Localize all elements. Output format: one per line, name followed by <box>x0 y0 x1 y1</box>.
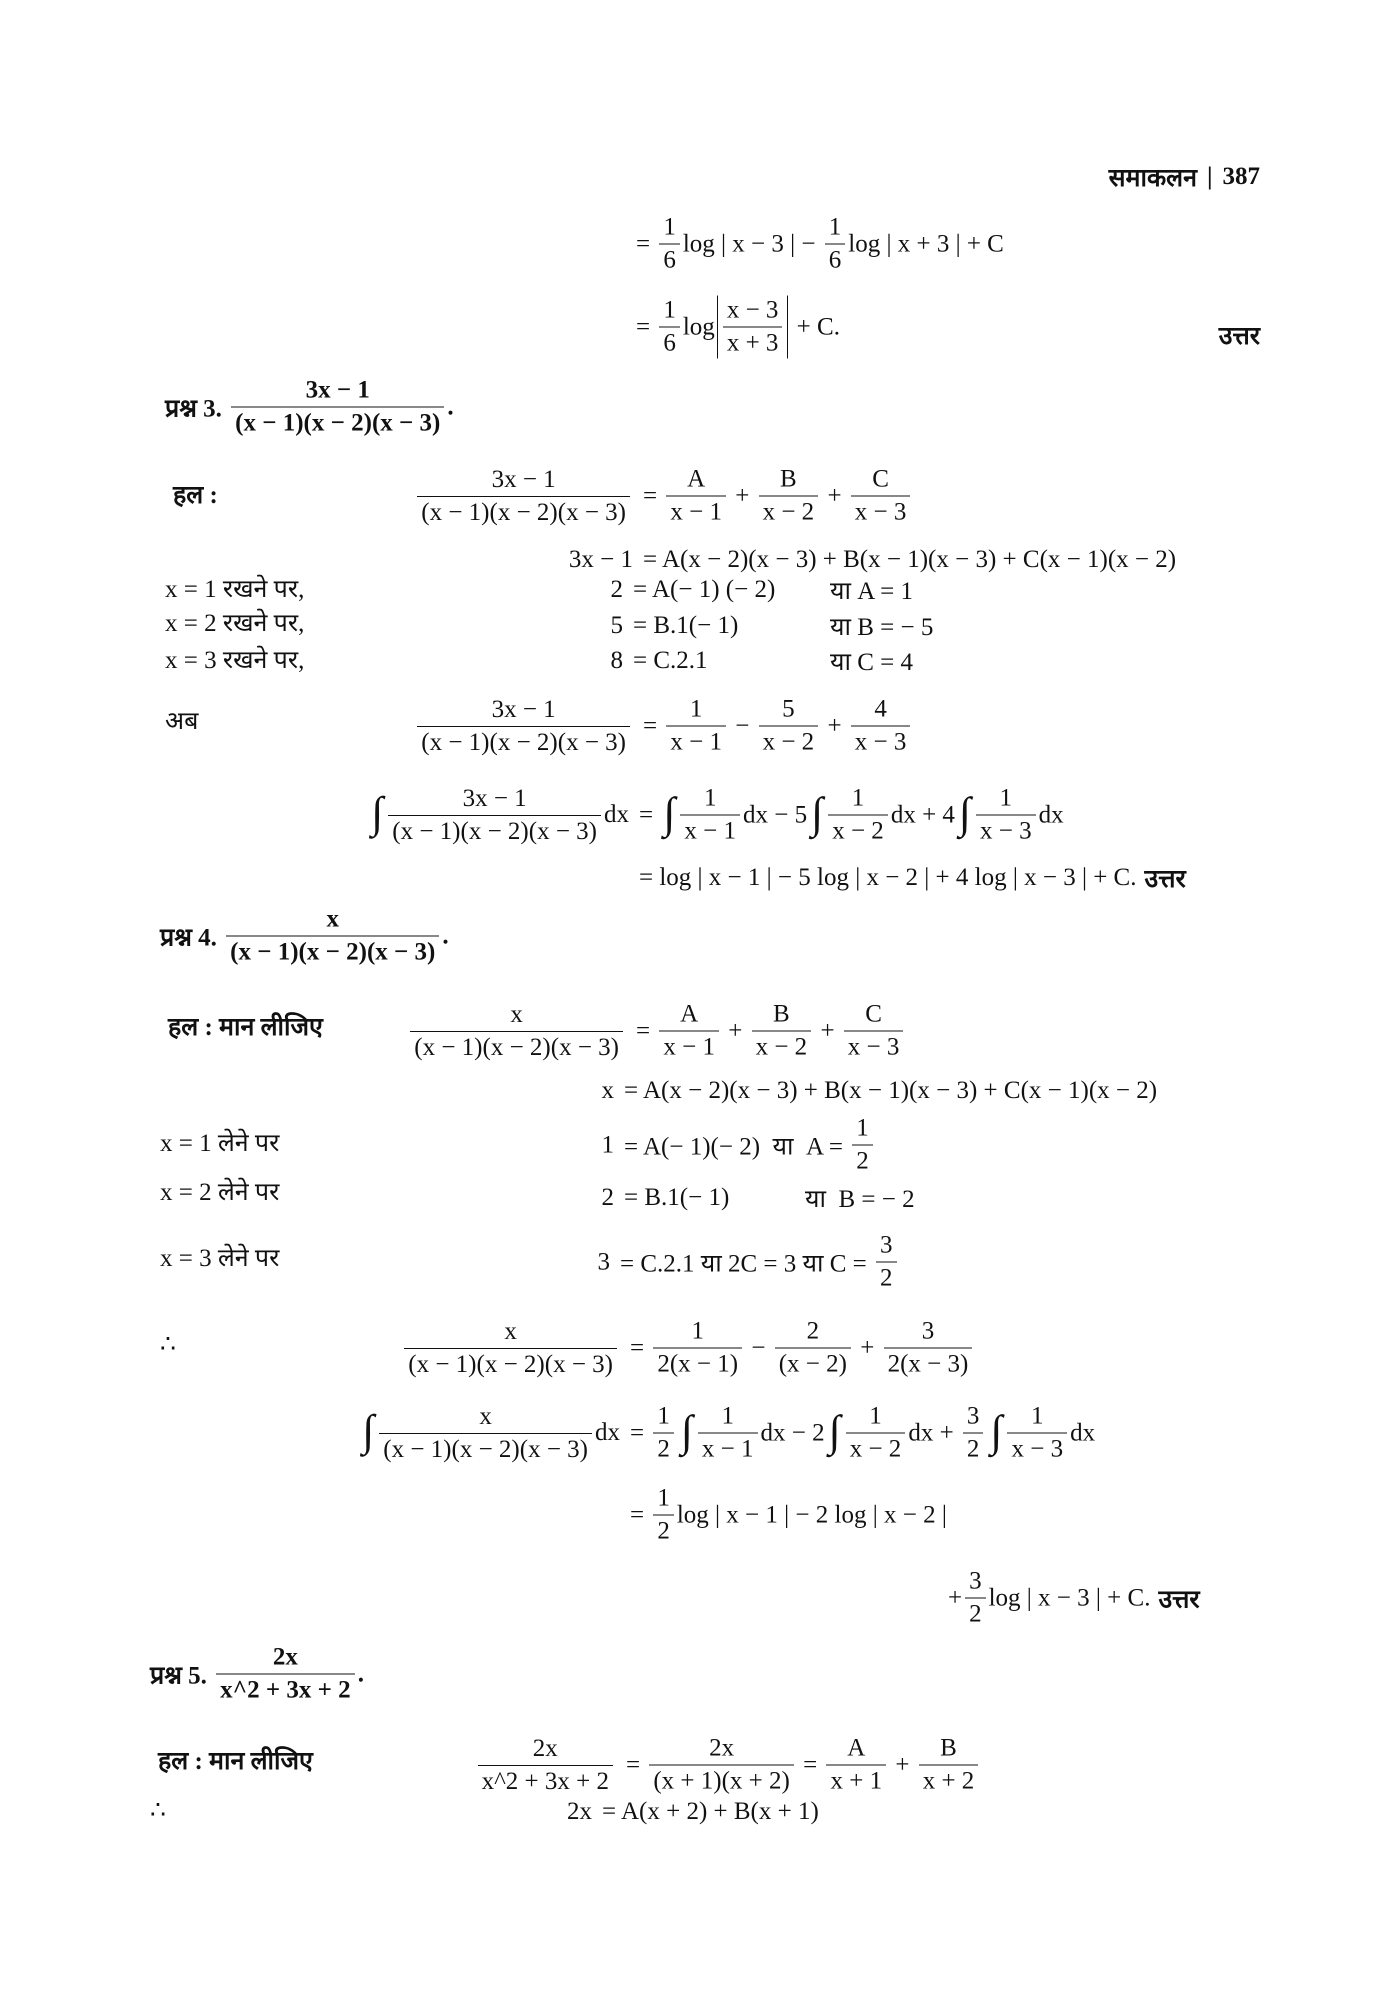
numerator: x <box>504 1317 517 1345</box>
math-text: 3 <box>597 1248 610 1275</box>
fraction <box>1007 1402 1067 1465</box>
math-text: dx − 2 <box>760 1419 825 1446</box>
integral-sign: ∫ <box>663 788 676 837</box>
fraction <box>680 784 740 847</box>
equation-lhs <box>602 1077 625 1105</box>
equation-line <box>421 695 913 758</box>
fraction <box>775 1317 851 1380</box>
math-text: प्रश्न 3. <box>165 395 229 422</box>
integral-sign: ∫ <box>362 1406 375 1455</box>
substitution-label <box>165 605 304 639</box>
numerator: 1 <box>828 213 842 241</box>
denominator: 2(x − 3) <box>884 1348 973 1380</box>
numerator: 1 <box>689 695 703 723</box>
fraction <box>852 1114 873 1177</box>
numerator: B <box>780 465 797 493</box>
numerator: 1 <box>851 784 865 812</box>
numerator: x <box>326 905 339 933</box>
integral-sign: ∫ <box>371 788 384 837</box>
result-text <box>830 609 933 643</box>
denominator: x − 2 <box>828 815 888 847</box>
question-5-heading <box>150 1643 364 1706</box>
substitution-label <box>165 642 304 676</box>
math-text: log | x − 3 | + C. <box>988 1584 1151 1611</box>
math-text: dx <box>595 1419 620 1446</box>
math-text: log | x + 3 | + C <box>848 230 1004 257</box>
result-text <box>830 573 913 607</box>
integral-sign: ∫ <box>680 1406 693 1455</box>
math-text: . <box>442 922 449 949</box>
denominator: 6 <box>659 327 680 359</box>
numerator: 2x <box>532 1734 558 1762</box>
math-text: x = 1 रखने पर, <box>165 576 305 603</box>
now-label <box>165 703 198 737</box>
equation-lhs <box>414 695 643 758</box>
integral-sign: ∫ <box>990 1406 1003 1455</box>
math-text: 8 <box>610 647 623 674</box>
fraction <box>963 1402 984 1465</box>
math-text: या B = − 2 <box>805 1186 915 1213</box>
fraction <box>666 695 726 758</box>
denominator: 2 <box>965 1598 986 1630</box>
therefore-symbol <box>160 1329 176 1359</box>
math-text: + <box>853 1334 881 1361</box>
math-text: + C. <box>790 313 840 340</box>
numerator: 3 <box>969 1567 982 1595</box>
denominator: 2 <box>653 1433 674 1465</box>
math-text: log | x − 3 | − <box>682 230 822 257</box>
fraction <box>965 1567 986 1630</box>
numerator: 2x <box>709 1734 735 1762</box>
denominator: (x − 1)(x − 2)(x − 3) <box>231 407 444 439</box>
numerator: x <box>479 1402 492 1430</box>
chapter-title: समाकलन <box>1108 165 1197 192</box>
numerator: C <box>865 1000 882 1028</box>
math-text: 2x <box>567 1798 592 1825</box>
numerator: 2x <box>272 1643 298 1671</box>
equation-lhs <box>602 1184 625 1212</box>
denominator: 2 <box>963 1433 984 1465</box>
math-text: x = 1 लेने पर <box>160 1130 280 1157</box>
denominator: (x − 1)(x − 2)(x − 3) <box>417 726 630 758</box>
page-header <box>1109 160 1260 194</box>
math-text: − <box>728 712 756 739</box>
equation-line <box>610 576 776 604</box>
denominator: 2 <box>876 1262 897 1294</box>
fraction <box>226 905 439 968</box>
numerator: x <box>510 1000 523 1028</box>
equation-lhs <box>611 647 634 675</box>
fraction <box>976 784 1036 847</box>
denominator: (x − 1)(x − 2)(x − 3) <box>417 496 630 528</box>
math-text: = A(x − 2)(x − 3) + B(x − 1)(x − 3) + C(x − 1)(x − 2) <box>624 1077 1158 1104</box>
math-text: = <box>639 801 660 828</box>
solution-label <box>150 1743 313 1777</box>
denominator: (x + 1)(x + 2) <box>649 1765 794 1797</box>
denominator: x − 3 <box>851 496 911 528</box>
numerator: 1 <box>691 1317 704 1345</box>
math-text: dx <box>1070 1419 1096 1446</box>
result-line <box>948 1567 1200 1630</box>
bold-label: उत्तर <box>1218 323 1260 350</box>
math-text: या C = 4 <box>830 649 913 676</box>
fraction <box>825 213 846 276</box>
equation-lhs <box>567 1798 602 1826</box>
math-text: = log | x − 1 | − 5 log | x − 2 | + 4 log | x − 3 | + C. <box>639 864 1137 891</box>
denominator: x − 3 <box>844 1031 904 1063</box>
math-text: ∴ <box>150 1797 166 1824</box>
fraction <box>388 784 601 847</box>
numerator: B <box>773 1000 790 1028</box>
math-text: = <box>636 230 657 257</box>
fraction <box>666 465 726 528</box>
denominator: x − 1 <box>666 726 726 758</box>
numerator: 1 <box>999 784 1013 812</box>
equation-lhs <box>367 784 639 847</box>
math-text: + <box>889 1751 916 1778</box>
integral-line <box>362 1402 1096 1465</box>
denominator: x − 2 <box>846 1433 906 1465</box>
numerator: 3x − 1 <box>491 465 556 493</box>
fraction <box>919 1734 979 1797</box>
math-text: + <box>948 1584 963 1611</box>
substitution-label <box>160 1125 279 1159</box>
integral-sign: ∫ <box>828 1406 841 1455</box>
bold-label: हल : <box>173 482 218 509</box>
substitution-label <box>160 1240 279 1274</box>
numerator: 3 <box>880 1231 893 1259</box>
equation-lhs <box>414 465 643 528</box>
math-text: + <box>821 712 848 739</box>
equation-line <box>568 546 1177 574</box>
numerator: A <box>687 465 706 493</box>
header-separator: | <box>1206 163 1213 190</box>
math-text: = <box>626 1751 647 1778</box>
numerator: 5 <box>782 695 795 723</box>
equation-lhs <box>598 1248 621 1276</box>
numerator: 1 <box>1031 1402 1044 1430</box>
numerator: B <box>940 1734 957 1762</box>
numerator: 1 <box>657 1402 670 1430</box>
fraction <box>846 1402 906 1465</box>
page-number: 387 <box>1222 163 1260 190</box>
math-text: = A(x + 2) + B(x + 1) <box>602 1798 819 1825</box>
denominator: x + 2 <box>919 1765 979 1797</box>
question-4-heading <box>160 905 449 968</box>
bold-label: उत्तर <box>1158 1586 1200 1613</box>
math-text: = A(− 1) (− 2) <box>633 576 776 603</box>
math-text: = <box>636 313 657 340</box>
math-text: . <box>447 393 454 420</box>
fraction <box>410 1000 623 1063</box>
fraction <box>417 465 630 528</box>
denominator: (x − 1)(x − 2)(x − 3) <box>410 1031 623 1063</box>
therefore-symbol <box>150 1795 166 1825</box>
denominator: x − 2 <box>759 496 819 528</box>
denominator: 6 <box>825 244 846 276</box>
equation-line <box>610 647 708 675</box>
math-text: + <box>721 1017 749 1044</box>
numerator: 2 <box>806 1317 820 1345</box>
math-text: = <box>630 1501 651 1528</box>
result-line <box>639 861 1186 895</box>
fraction <box>752 1000 812 1063</box>
math-text: = B.1(− 1) <box>633 612 739 639</box>
fraction <box>478 1734 613 1797</box>
math-text: = A(− 1)(− 2) या A = <box>624 1133 850 1160</box>
math-text: x = 2 लेने पर <box>160 1179 280 1206</box>
denominator: x − 3 <box>851 726 911 758</box>
equation-lhs <box>407 1000 636 1063</box>
fraction <box>649 1734 794 1797</box>
solution-label <box>160 1009 323 1043</box>
fraction <box>231 376 444 439</box>
fraction <box>659 296 680 359</box>
math-text: + <box>814 1017 841 1044</box>
math-text: = <box>796 1751 824 1778</box>
fraction <box>884 1317 973 1380</box>
fraction <box>653 1402 674 1465</box>
numerator: 1 <box>663 213 676 241</box>
math-text: ∴ <box>160 1331 176 1358</box>
math-text: = C.2.1 <box>633 647 708 674</box>
math-text: x = 3 रखने पर, <box>165 647 305 674</box>
math-text: 5 <box>610 612 623 639</box>
equation-line <box>408 1317 975 1380</box>
math-text: dx + <box>908 1419 960 1446</box>
numerator: C <box>872 465 889 493</box>
denominator: 2(x − 1) <box>653 1348 742 1380</box>
math-text: 2 <box>601 1184 614 1211</box>
equation-line <box>414 1000 906 1063</box>
numerator: 1 <box>663 296 676 324</box>
math-text: x <box>601 1077 614 1104</box>
equation-lhs <box>611 576 634 604</box>
fraction <box>653 1484 674 1547</box>
numerator: 1 <box>856 1114 869 1142</box>
math-text: अब <box>165 708 199 735</box>
denominator: (x − 2) <box>775 1348 851 1380</box>
numerator: A <box>680 1000 699 1028</box>
integral-line <box>371 784 1064 847</box>
denominator: x^2 + 3x + 2 <box>478 1765 613 1797</box>
equation-line <box>421 465 913 528</box>
denominator: x − 1 <box>666 496 726 528</box>
equation-line <box>636 213 1004 276</box>
numerator: 3x − 1 <box>462 784 527 812</box>
fraction <box>826 1734 886 1797</box>
fraction <box>828 784 888 847</box>
result-text <box>830 644 913 678</box>
fraction <box>759 465 819 528</box>
numerator: 1 <box>721 1402 734 1430</box>
denominator: 2 <box>653 1515 674 1547</box>
denominator: x − 2 <box>759 726 819 758</box>
equation-line <box>601 1184 730 1212</box>
math-text: 3x − 1 <box>568 546 633 573</box>
math-text: = C.2.1 या 2C = 3 या C = <box>620 1250 874 1277</box>
solution-label <box>165 477 218 511</box>
integral-sign: ∫ <box>811 788 824 837</box>
numerator: x − 3 <box>726 296 779 324</box>
math-text: dx + 4 <box>890 801 955 828</box>
numerator: 1 <box>703 784 717 812</box>
denominator: x − 3 <box>1007 1433 1067 1465</box>
denominator: 6 <box>659 244 680 276</box>
substitution-label <box>160 1174 279 1208</box>
denominator: (x − 1)(x − 2)(x − 3) <box>379 1433 592 1465</box>
math-text: − <box>745 1334 772 1361</box>
answer-label <box>1211 318 1260 352</box>
equation-line <box>636 296 840 359</box>
fraction <box>417 695 630 758</box>
equation-line <box>567 1798 819 1826</box>
numerator: 3x − 1 <box>305 376 370 404</box>
equation-line <box>597 1231 900 1294</box>
math-text: = A(x − 2)(x − 3) + B(x − 1)(x − 3) + C(x − 1)(x − 2) <box>643 546 1177 573</box>
equation-lhs <box>358 1402 630 1465</box>
fraction <box>659 1000 719 1063</box>
math-text: + <box>821 482 848 509</box>
equation-lhs <box>401 1317 630 1380</box>
math-text: प्रश्न 5. <box>150 1662 214 1689</box>
math-text: log | x − 1 | − 2 log | x − 2 | <box>676 1501 947 1528</box>
result-text <box>805 1181 915 1215</box>
numerator: 3x − 1 <box>491 695 556 723</box>
math-text: या A = 1 <box>830 578 913 605</box>
bold-label: हल : मान लीजिए <box>168 1014 323 1041</box>
denominator: (x − 1)(x − 2)(x − 3) <box>404 1348 617 1380</box>
numerator: A <box>847 1734 866 1762</box>
result-line <box>630 1484 947 1547</box>
math-text: log <box>682 313 715 340</box>
denominator: x − 2 <box>752 1031 812 1063</box>
fraction <box>216 1643 355 1706</box>
math-text: dx − 5 <box>743 801 808 828</box>
fraction <box>851 695 911 758</box>
numerator: 3 <box>966 1402 980 1430</box>
denominator: 2 <box>852 1145 873 1177</box>
fraction <box>404 1317 617 1380</box>
math-text: या B = − 5 <box>830 614 934 641</box>
denominator: x^2 + 3x + 2 <box>216 1674 355 1706</box>
fraction <box>844 1000 904 1063</box>
math-text: x = 3 लेने पर <box>160 1245 280 1272</box>
equation-lhs <box>475 1734 626 1797</box>
fraction <box>698 1402 758 1465</box>
math-text: = <box>643 712 664 739</box>
equation-line <box>481 1734 981 1797</box>
math-text: = <box>630 1419 651 1446</box>
fraction <box>653 1317 742 1380</box>
fraction <box>851 465 911 528</box>
math-text: . <box>357 1660 364 1687</box>
denominator: (x − 1)(x − 2)(x − 3) <box>226 936 439 968</box>
numerator: 4 <box>874 695 887 723</box>
math-text: 1 <box>601 1131 614 1158</box>
fraction <box>876 1231 897 1294</box>
bold-label: हल : मान लीजिए <box>158 1748 313 1775</box>
math-text: = B.1(− 1) <box>624 1184 730 1211</box>
integral-sign: ∫ <box>958 788 971 837</box>
denominator: x − 3 <box>976 815 1036 847</box>
equation-lhs <box>611 612 634 640</box>
math-text: 2 <box>610 576 623 603</box>
substitution-label <box>165 571 304 605</box>
numerator: 1 <box>657 1484 670 1512</box>
math-text: = <box>643 482 664 509</box>
denominator: x + 3 <box>723 327 783 359</box>
denominator: (x − 1)(x − 2)(x − 3) <box>388 815 601 847</box>
math-text: = <box>630 1334 651 1361</box>
fraction <box>723 296 783 359</box>
fraction <box>759 695 819 758</box>
math-text: + <box>728 482 756 509</box>
fraction <box>379 1402 592 1465</box>
math-text: प्रश्न 4. <box>160 924 224 951</box>
denominator: x − 1 <box>680 815 740 847</box>
denominator: x + 1 <box>826 1765 886 1797</box>
equation-line <box>610 612 739 640</box>
denominator: x − 1 <box>698 1433 758 1465</box>
question-3-heading <box>165 376 454 439</box>
fraction <box>659 213 680 276</box>
math-text: dx <box>1038 801 1064 828</box>
numerator: 1 <box>869 1402 882 1430</box>
math-text: dx <box>604 801 629 828</box>
math-text: = <box>636 1017 657 1044</box>
numerator: 3 <box>921 1317 935 1345</box>
equation-line <box>601 1114 876 1177</box>
equation-line <box>601 1077 1158 1105</box>
bold-label: उत्तर <box>1144 866 1186 893</box>
equation-lhs <box>569 546 643 574</box>
denominator: x − 1 <box>659 1031 719 1063</box>
math-text: x = 2 रखने पर, <box>165 610 305 637</box>
equation-lhs <box>602 1131 625 1159</box>
absolute-value <box>717 296 789 359</box>
